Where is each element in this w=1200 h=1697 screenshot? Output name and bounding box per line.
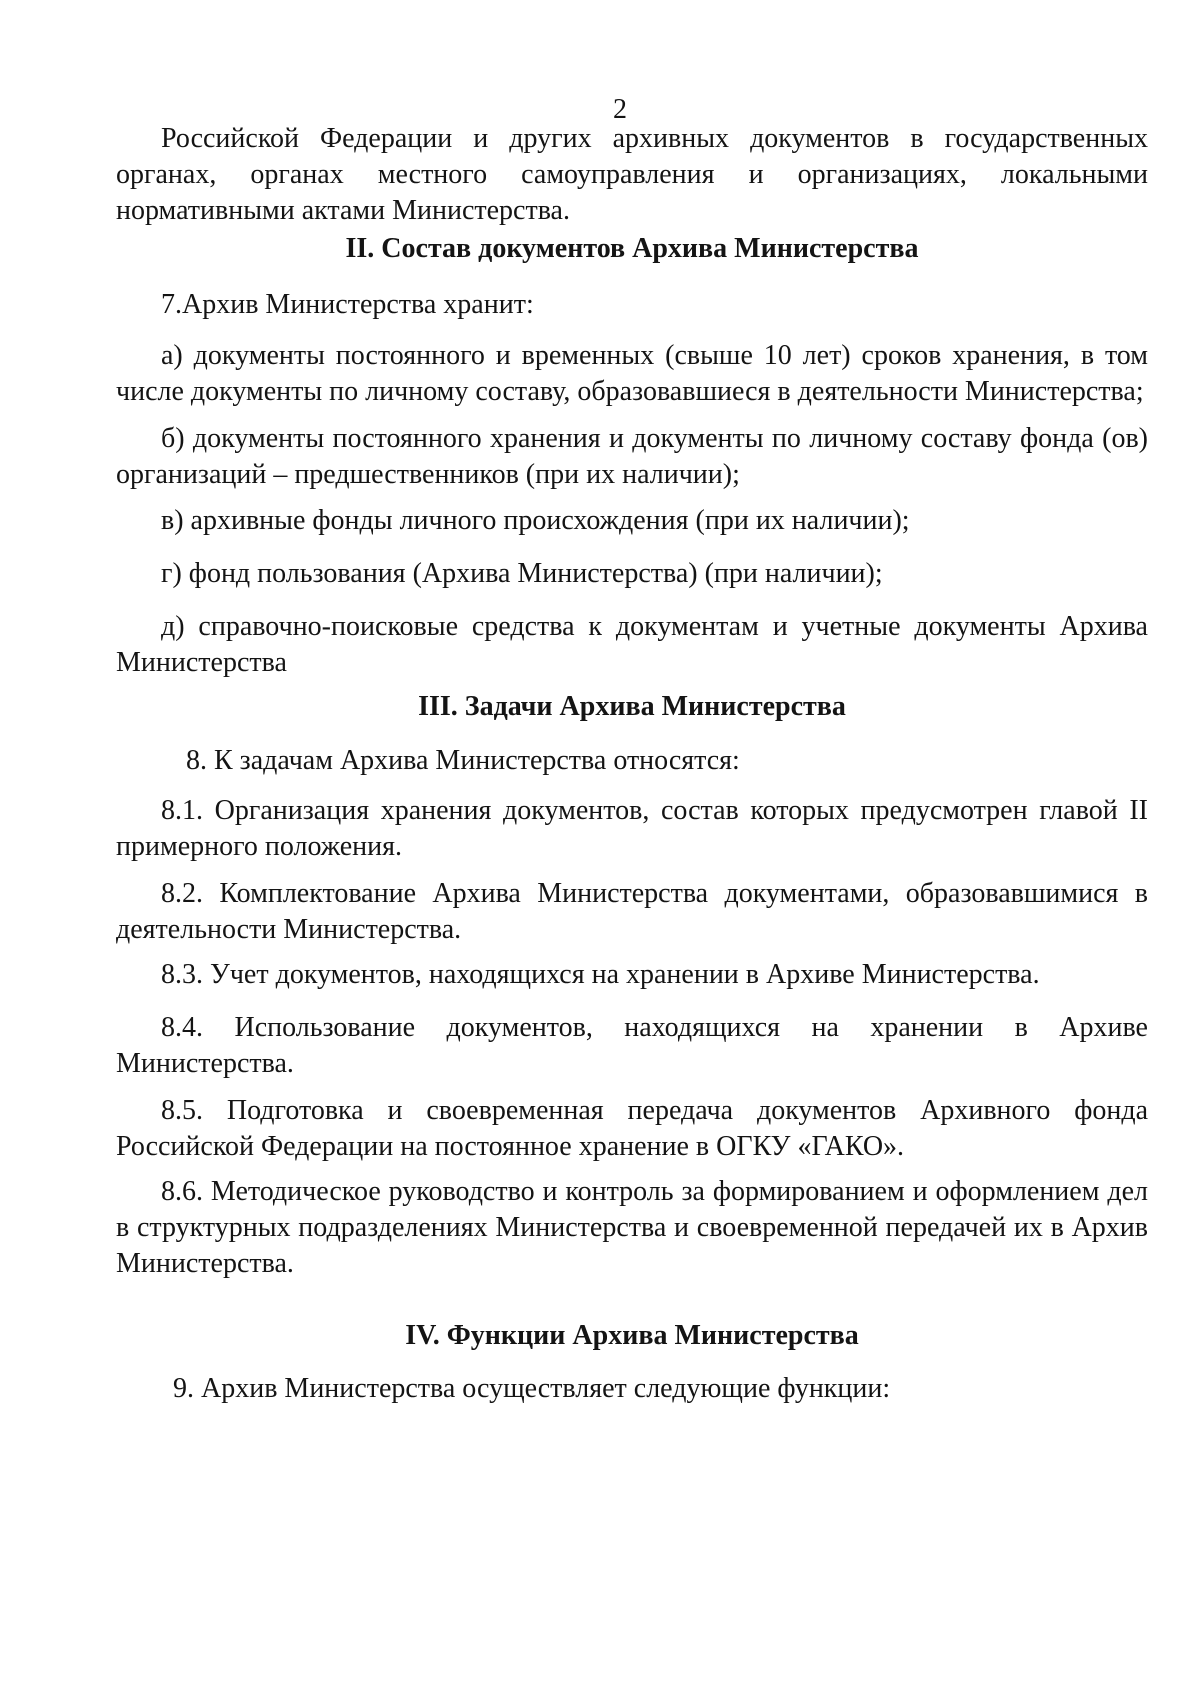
section-2-item-v: в) архивные фонды личного происхождения (при их наличии); — [161, 505, 910, 536]
section-2-item-d: д) справочно-поисковые средства к документам и учетные документы Архива Министерства — [116, 611, 1148, 678]
page-number: 2 — [613, 94, 627, 125]
section-3-heading: III. Задачи Архива Министерства — [418, 691, 846, 722]
section-3-item-8-5: 8.5. Подготовка и своевременная передача документов Архивного фонда Российской Федерации на постоянное хранение в ОГКУ «ГАКО». — [116, 1095, 1148, 1162]
section-2-intro: 7.Архив Министерства хранит: — [161, 289, 534, 320]
section-3-item-8-1: 8.1. Организация хранения документов, состав которых предусмотрен главой II примерного положения. — [116, 795, 1148, 862]
section-3-item-8-4: 8.4. Использование документов, находящихся на хранении в Архиве Министерства. — [116, 1012, 1148, 1079]
continuation-paragraph: Российской Федерации и других архивных документов в государственных органах, органах местного самоуправления и организациях, локальными нормативными актами Министерства. — [116, 123, 1148, 226]
section-3-item-8-6: 8.6. Методическое руководство и контроль за формированием и оформлением дел в структурных подразделениях Министерства и своевременной передачей их в Архив Министерства. — [116, 1176, 1148, 1279]
section-3-item-8-2: 8.2. Комплектование Архива Министерства документами, образовавшимися в деятельности Министерства. — [116, 878, 1148, 945]
section-3-intro: 8. К задачам Архива Министерства относятся: — [186, 745, 740, 776]
section-2-item-b: б) документы постоянного хранения и документы по личному составу фонда (ов) организаций – предшественников (при их наличии); — [116, 423, 1148, 490]
section-2-heading: II. Состав документов Архива Министерства — [345, 233, 919, 264]
section-4-heading: IV. Функции Архива Министерства — [405, 1320, 859, 1351]
section-3-item-8-3: 8.3. Учет документов, находящихся на хранении в Архиве Министерства. — [161, 959, 1040, 990]
section-2-item-a: а) документы постоянного и временных (свыше 10 лет) сроков хранения, в том числе документы по личному составу, образовавшиеся в деятельности Министерства; — [116, 340, 1148, 407]
section-4-intro: 9. Архив Министерства осуществляет следующие функции: — [173, 1373, 891, 1404]
section-2-item-g: г) фонд пользования (Архива Министерства) (при наличии); — [161, 558, 883, 589]
